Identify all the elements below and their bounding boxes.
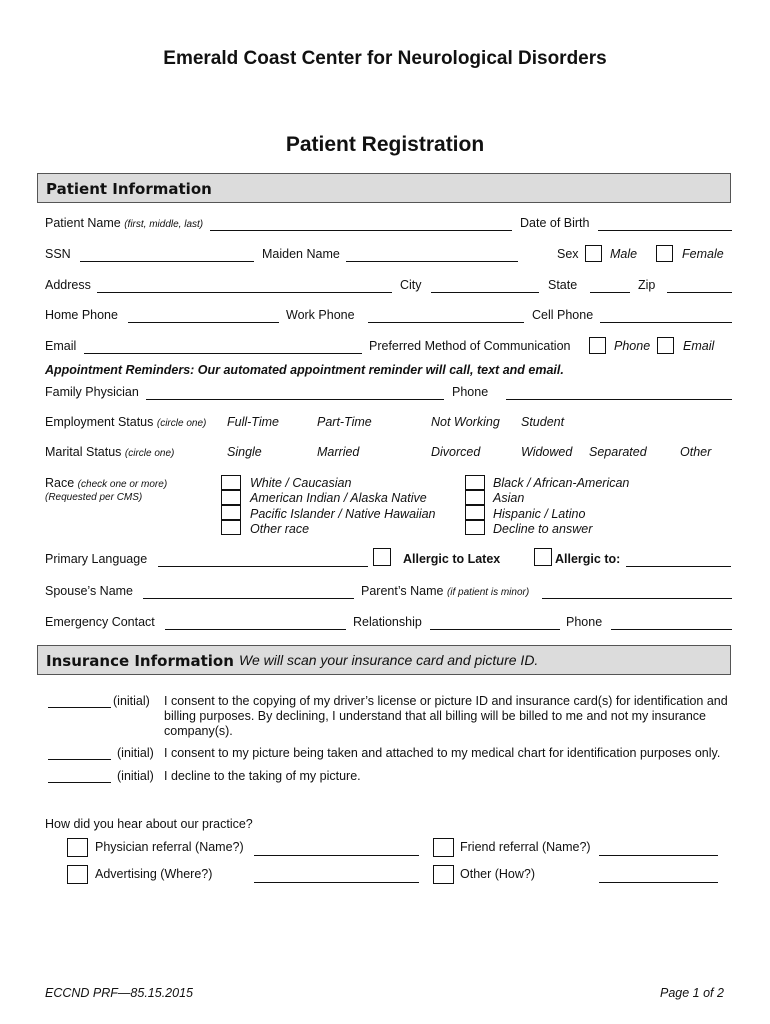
physician-phone-field[interactable] xyxy=(506,399,732,400)
marital-option-single[interactable]: Single xyxy=(227,445,262,459)
city-field[interactable] xyxy=(431,292,539,293)
address-field[interactable] xyxy=(97,292,392,293)
race-hint-cms: (Requested per CMS) xyxy=(45,492,143,503)
other-referral-label: Other (How?) xyxy=(460,867,536,881)
race-pacific-islander-checkbox[interactable] xyxy=(221,505,241,520)
primary-language-label: Primary Language xyxy=(45,552,148,566)
marital-option-divorced[interactable]: Divorced xyxy=(431,445,481,459)
dob-field[interactable] xyxy=(598,230,732,231)
insurance-title: Insurance Information xyxy=(46,652,234,670)
employment-status-label: Employment Status (circle one) xyxy=(45,415,207,429)
parent-name-field[interactable] xyxy=(542,598,732,599)
allergic-to-checkbox[interactable] xyxy=(534,548,552,566)
patient-name-field[interactable] xyxy=(210,230,512,231)
marital-option-married[interactable]: Married xyxy=(317,445,360,459)
advertising-checkbox[interactable] xyxy=(67,865,88,884)
zip-label: Zip xyxy=(638,278,656,292)
relationship-field[interactable] xyxy=(430,629,560,630)
dob-label: Date of Birth xyxy=(520,216,590,230)
referral-question: How did you hear about our practice? xyxy=(45,817,253,831)
consent3-text: I decline to the taking of my picture. xyxy=(164,769,361,783)
other-referral-checkbox[interactable] xyxy=(433,865,454,884)
pref-email-checkbox[interactable] xyxy=(657,337,674,354)
race-black-checkbox[interactable] xyxy=(465,475,485,490)
race-black-label: Black / African-American xyxy=(493,476,630,490)
employment-option-parttime[interactable]: Part-Time xyxy=(317,415,372,429)
pref-email-label: Email xyxy=(683,339,715,353)
employment-option-fulltime[interactable]: Full-Time xyxy=(227,415,279,429)
employment-option-student[interactable]: Student xyxy=(521,415,565,429)
physician-referral-checkbox[interactable] xyxy=(67,838,88,857)
maiden-name-field[interactable] xyxy=(346,261,518,262)
sex-female-checkbox[interactable] xyxy=(656,245,673,262)
insurance-subtitle: We will scan your insurance card and picture ID. xyxy=(239,652,539,668)
race-asian-label: Asian xyxy=(493,491,525,505)
sex-label: Sex xyxy=(557,247,579,261)
advertising-label: Advertising (Where?) xyxy=(95,867,213,881)
city-label: City xyxy=(400,278,422,292)
marital-option-separated[interactable]: Separated xyxy=(589,445,647,459)
cell-phone-label: Cell Phone xyxy=(532,308,594,322)
consent1-text-line3: company(s). xyxy=(164,724,233,738)
consent3-initial-field[interactable] xyxy=(48,782,111,783)
allergic-latex-label: Allergic to Latex xyxy=(403,552,501,566)
address-label: Address xyxy=(45,278,91,292)
primary-language-field[interactable] xyxy=(158,566,368,567)
race-white-label: White / Caucasian xyxy=(250,476,352,490)
reminders-note: Appointment Reminders: Our automated appointment reminder will call, text and email. xyxy=(45,363,564,377)
family-physician-label: Family Physician xyxy=(45,385,139,399)
physician-referral-field[interactable] xyxy=(254,855,419,856)
zip-field[interactable] xyxy=(667,292,732,293)
race-hispanic-checkbox[interactable] xyxy=(465,505,485,520)
advertising-field[interactable] xyxy=(254,882,419,883)
pref-phone-label: Phone xyxy=(614,339,651,353)
spouse-name-label: Spouse’s Name xyxy=(45,584,134,598)
employment-option-notworking[interactable]: Not Working xyxy=(431,415,500,429)
patient-name-label: Patient Name (first, middle, last) xyxy=(45,216,204,230)
other-referral-field[interactable] xyxy=(599,882,718,883)
family-physician-field[interactable] xyxy=(146,399,444,400)
allergic-to-label: Allergic to: xyxy=(555,552,621,566)
race-other-label: Other race xyxy=(250,522,310,536)
race-label: Race (check one or more) xyxy=(45,476,168,490)
race-decline-label: Decline to answer xyxy=(493,522,593,536)
race-asian-checkbox[interactable] xyxy=(465,490,485,505)
consent1-initial-field[interactable] xyxy=(48,707,111,708)
email-field[interactable] xyxy=(84,353,362,354)
patient-info-header xyxy=(37,173,731,203)
emergency-contact-field[interactable] xyxy=(165,629,346,630)
consent3-initial-label: (initial) xyxy=(117,769,154,783)
race-white-checkbox[interactable] xyxy=(221,475,241,490)
marital-option-other[interactable]: Other xyxy=(680,445,712,459)
consent2-initial-field[interactable] xyxy=(48,759,111,760)
physician-phone-label: Phone xyxy=(452,385,489,399)
friend-referral-field[interactable] xyxy=(599,855,718,856)
emergency-phone-label: Phone xyxy=(566,615,603,629)
maiden-name-label: Maiden Name xyxy=(262,247,340,261)
work-phone-field[interactable] xyxy=(368,322,524,323)
ssn-label: SSN xyxy=(45,247,71,261)
sex-male-label: Male xyxy=(610,247,638,261)
relationship-label: Relationship xyxy=(353,615,422,629)
work-phone-label: Work Phone xyxy=(286,308,355,322)
patient-info-title: Patient Information xyxy=(46,180,212,198)
cell-phone-field[interactable] xyxy=(600,322,732,323)
marital-status-label: Marital Status (circle one) xyxy=(45,445,175,459)
consent1-text-line1: I consent to the copying of my driver’s license or picture ID and insurance card(s) for identification and xyxy=(164,694,728,708)
race-hispanic-label: Hispanic / Latino xyxy=(493,507,586,521)
email-label: Email xyxy=(45,339,77,353)
allergic-latex-checkbox[interactable] xyxy=(373,548,391,566)
marital-option-widowed[interactable]: Widowed xyxy=(521,445,573,459)
physician-referral-label: Physician referral (Name?) xyxy=(95,840,244,854)
home-phone-field[interactable] xyxy=(128,322,279,323)
parent-name-label: Parent’s Name (if patient is minor) xyxy=(361,584,530,598)
spouse-name-field[interactable] xyxy=(143,598,354,599)
page-title: Patient Registration xyxy=(285,133,485,156)
consent2-initial-label: (initial) xyxy=(117,746,154,760)
emergency-phone-field[interactable] xyxy=(611,629,732,630)
consent1-text-line2: billing purposes. By declining, I understand that all billing will be billed to me and not my insurance xyxy=(164,709,706,723)
insurance-header xyxy=(37,645,731,675)
form-id: ECCND PRF—85.15.2015 xyxy=(45,986,193,1000)
consent2-text: I consent to my picture being taken and attached to my medical chart for identification purposes only. xyxy=(164,746,721,760)
race-other-checkbox[interactable] xyxy=(221,520,241,535)
friend-referral-checkbox[interactable] xyxy=(433,838,454,857)
race-pacific-islander-label: Pacific Islander / Native Hawaiian xyxy=(250,507,436,521)
state-field[interactable] xyxy=(590,292,630,293)
friend-referral-label: Friend referral (Name?) xyxy=(460,840,591,854)
sex-female-label: Female xyxy=(682,247,724,261)
ssn-field[interactable] xyxy=(80,261,254,262)
sex-male-checkbox[interactable] xyxy=(585,245,602,262)
page-number: Page 1 of 2 xyxy=(660,986,724,1000)
org-name: Emerald Coast Center for Neurological Disorders xyxy=(163,48,607,69)
home-phone-label: Home Phone xyxy=(45,308,118,322)
state-label: State xyxy=(548,278,578,292)
preferred-method-label: Preferred Method of Communication xyxy=(369,339,571,353)
allergic-to-field[interactable] xyxy=(626,566,731,567)
race-american-indian-label: American Indian / Alaska Native xyxy=(250,491,427,505)
race-american-indian-checkbox[interactable] xyxy=(221,490,241,505)
consent1-initial-label: (initial) xyxy=(113,694,150,708)
race-decline-checkbox[interactable] xyxy=(465,520,485,535)
emergency-contact-label: Emergency Contact xyxy=(45,615,155,629)
pref-phone-checkbox[interactable] xyxy=(589,337,606,354)
